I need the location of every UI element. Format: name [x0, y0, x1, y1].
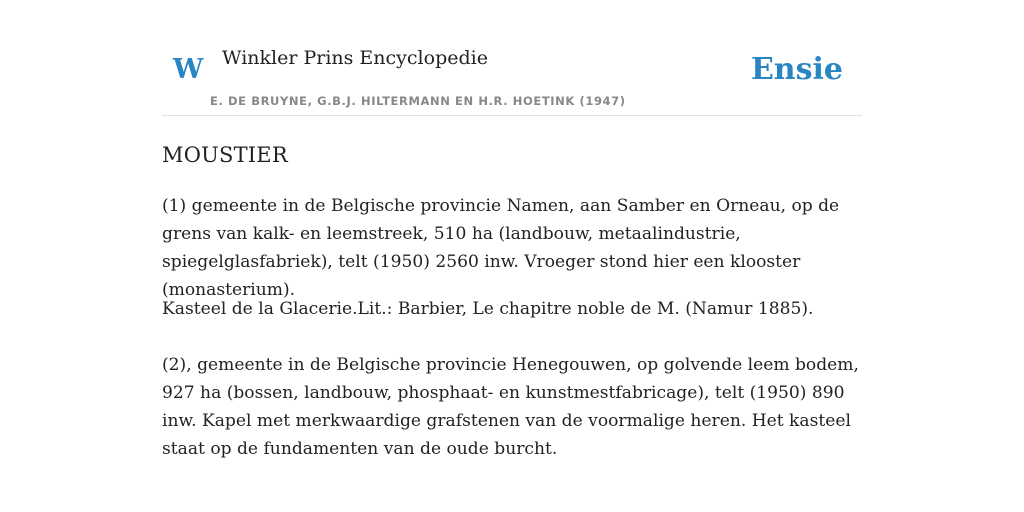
entry-paragraph-1: (1) gemeente in de Belgische provincie Namen, aan Samber en Orneau, op de grens van kalk- en leemstreek, 510 ha (landbouw, metaalindustrie, spiegelglasfabriek), telt (1950) 2560 inw. Vroeger stond hier een klooster (monasterium). — [162, 196, 840, 300]
entry-paragraph-2: Kasteel de la Glacerie.Lit.: Barbier, Le chapitre noble de M. (Namur 1885). — [162, 299, 814, 319]
ensie-logo[interactable]: Ensie — [750, 52, 843, 87]
source-authors: E. DE BRUYNE, G.B.J. HILTERMANN EN H.R. HOETINK (1947) — [210, 94, 626, 108]
header-divider — [162, 115, 862, 116]
winkler-prins-logo[interactable]: W — [173, 54, 204, 85]
source-title[interactable]: Winkler Prins Encyclopedie — [222, 47, 488, 69]
entry-title: MOUSTIER — [162, 143, 288, 167]
page — [162, 0, 862, 512]
entry-paragraph-3: (2), gemeente in de Belgische provincie Henegouwen, op golvende leem bodem, 927 ha (bossen, landbouw, phosphaat- en kunstmestfabricage), telt (1950) 890 inw. Kapel met merkwaardige grafstenen van de voormalige heren. Het kasteel staat op de fundamenten van de oude burcht. — [162, 355, 859, 459]
